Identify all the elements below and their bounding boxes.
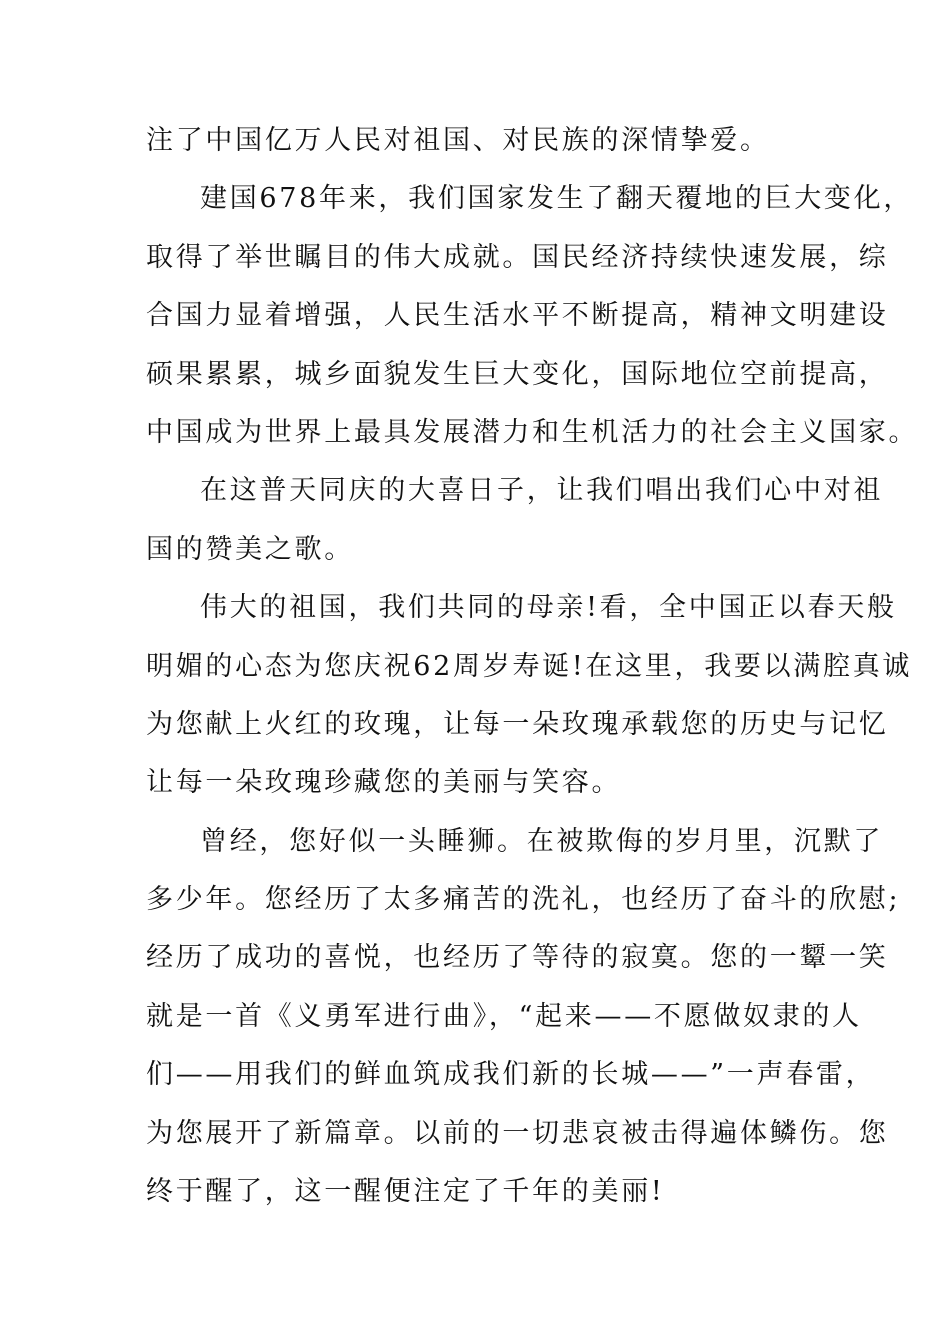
text-line: 多少年。您经历了太多痛苦的洗礼，也经历了奋斗的欣慰; [146, 884, 901, 916]
body-text [146, 112, 919, 1221]
text-line: 国的赞美之歌。 [146, 533, 354, 565]
text-line: 中国成为世界上最具发展潜力和生机活力的社会主义国家。 [146, 416, 919, 448]
text-line: 硕果累累，城乡面貌发生巨大变化，国际地位空前提高， [146, 358, 889, 390]
text-line: 经历了成功的喜悦，也经历了等待的寂寞。您的一颦一笑 [146, 942, 889, 974]
text-line: 让每一朵玫瑰珍藏您的美丽与笑容。 [146, 767, 622, 799]
text-line: 就是一首《义勇军进行曲》，“起来——不愿做奴隶的人 [146, 1000, 862, 1032]
text-line: 建国678年来，我们国家发生了翻天覆地的巨大变化， [200, 183, 914, 215]
text-line: 曾经，您好似一头睡狮。在被欺侮的岁月里，沉默了 [200, 825, 884, 857]
text-line: 取得了举世瞩目的伟大成就。国民经济持续快速发展，综 [146, 241, 889, 273]
text-line: 们——用我们的鲜血筑成我们新的长城——”一声春雷， [146, 1059, 876, 1091]
text-line: 为您展开了新篇章。以前的一切悲哀被击得遍体鳞伤。您 [146, 1117, 889, 1149]
text-line: 终于醒了，这一醒便注定了千年的美丽! [146, 1176, 665, 1208]
text-line: 明媚的心态为您庆祝62周岁寿诞!在这里，我要以满腔真诚 [146, 650, 913, 682]
text-line: 伟大的祖国，我们共同的母亲!看，全中国正以春天般 [200, 592, 897, 624]
text-line: 合国力显着增强，人民生活水平不断提高，精神文明建设 [146, 300, 889, 332]
text-line: 为您献上火红的玫瑰，让每一朵玫瑰承载您的历史与记忆 [146, 708, 889, 740]
text-line: 在这普天同庆的大喜日子，让我们唱出我们心中对祖 [200, 475, 884, 507]
text-line: 注了中国亿万人民对祖国、对民族的深情挚爱。 [146, 125, 770, 156]
